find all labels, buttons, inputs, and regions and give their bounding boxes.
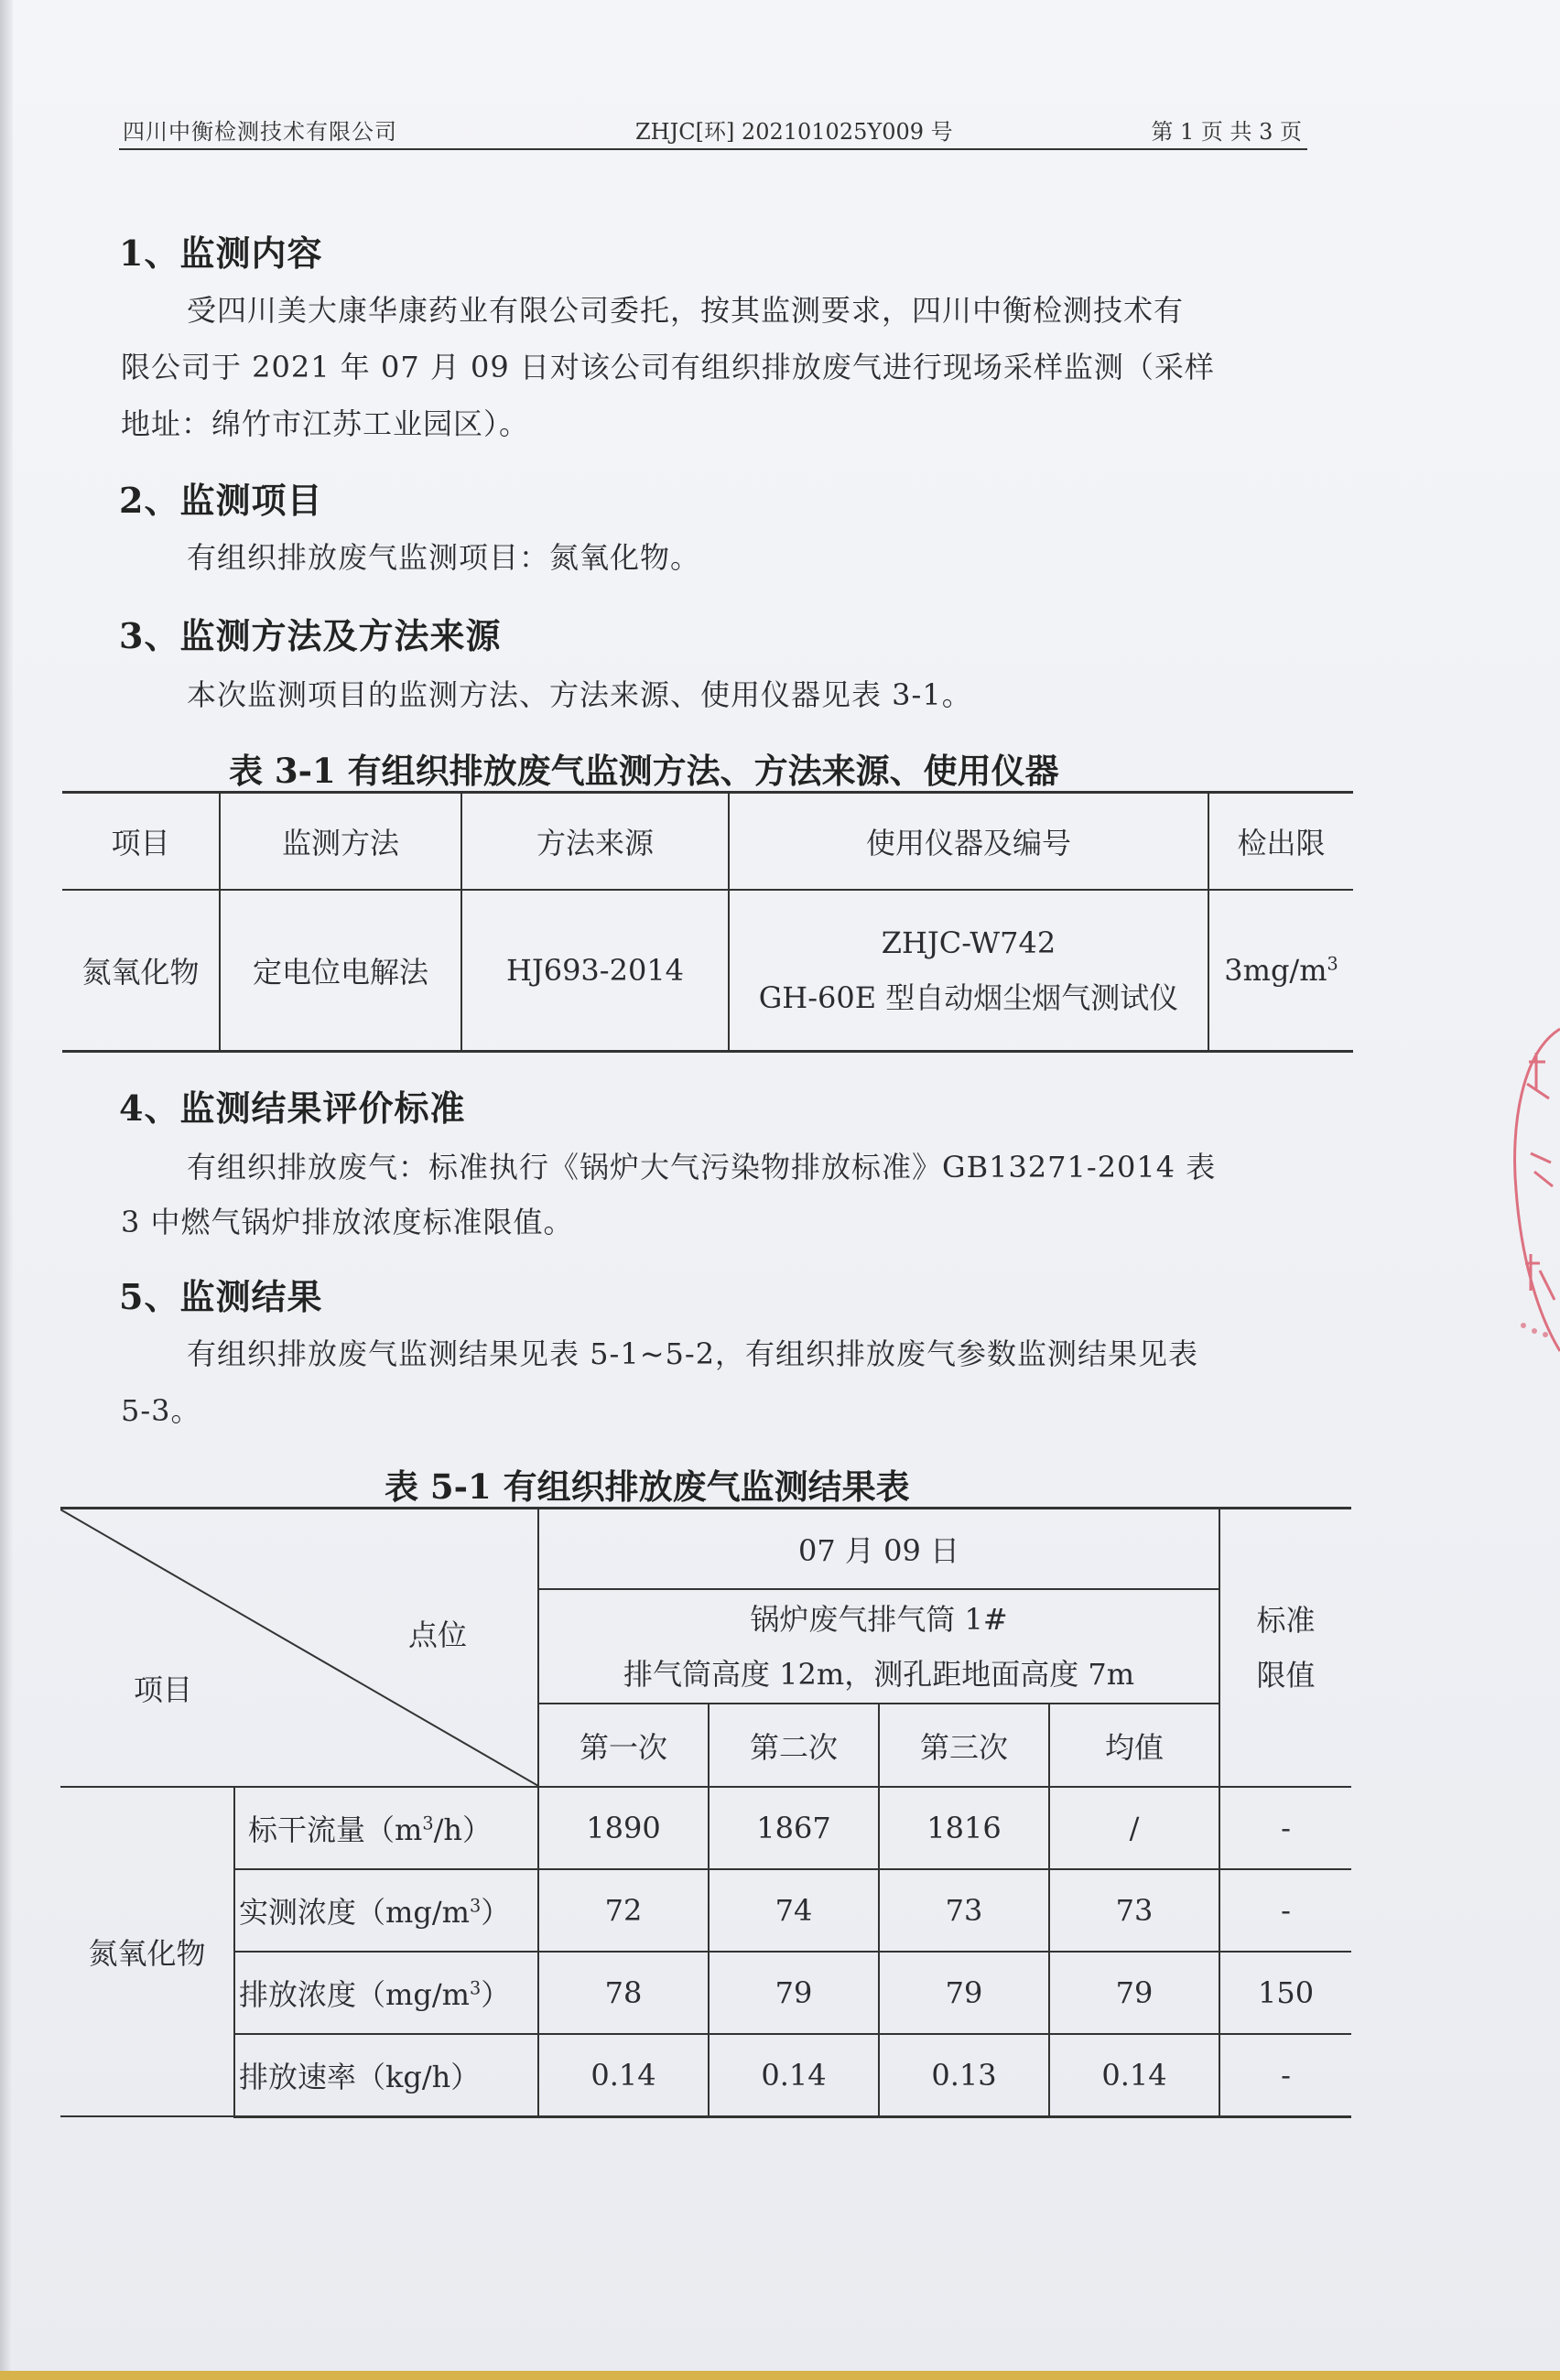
table-5-1-caption: 表 5-1 有组织排放废气监测结果表 (385, 1466, 910, 1507)
header-item: 项目 (62, 793, 220, 891)
value-cell: 72 (538, 1869, 709, 1952)
row-label (234, 1869, 538, 1952)
row-label (234, 2034, 538, 2116)
value-cell: 78 (538, 1952, 709, 2034)
section-1-line-3: 地址：绵竹市江苏工业园区）。 (121, 406, 530, 441)
table-row (60, 1952, 1351, 2034)
col-header-2: 第二次 (709, 1704, 879, 1787)
col-header-avg: 均值 (1049, 1704, 1219, 1787)
value-cell: 0.14 (709, 2034, 879, 2116)
table-3-1 (62, 791, 1353, 1053)
table-3-1-caption: 表 3-1 有组织排放废气监测方法、方法来源、使用仪器 (229, 751, 1059, 791)
value-cell: 0.14 (1049, 2034, 1219, 2116)
standard-label-1: 标准 (1256, 1603, 1316, 1638)
row-label-sup: 3 (469, 1977, 482, 1999)
section-2-title: 2、监测项目 (119, 480, 323, 521)
table-row (60, 2034, 1351, 2116)
row-label-tail: /h） (433, 1812, 492, 1847)
header-source: 方法来源 (461, 793, 729, 891)
page-edge-shadow (0, 0, 13, 2380)
page-header (119, 108, 1307, 150)
section-1-line-1: 受四川美大康华康药业有限公司委托，按其监测要求，四川中衡检测技术有 (187, 293, 1185, 328)
standard-cell: - (1219, 2034, 1351, 2116)
value-cell: 74 (709, 1869, 879, 1952)
table-5-1 (60, 1507, 1351, 2118)
value-cell: 73 (1049, 1869, 1219, 1952)
instrument-code: ZHJC-W742 (881, 925, 1056, 960)
cell-item: 氮氧化物 (62, 890, 220, 1052)
pollutant-cell: 氮氧化物 (60, 1787, 234, 2116)
section-3-title: 3、监测方法及方法来源 (119, 615, 502, 656)
section-1-line-2: 限公司于 2021 年 07 月 09 日对该公司有组织排放废气进行现场采样监测（采样 (121, 350, 1215, 384)
limit-value: 3mg/m (1224, 953, 1327, 988)
instrument-name: GH-60E 型自动烟尘烟气测试仪 (758, 980, 1179, 1015)
section-5-line-1: 有组织排放废气监测结果见表 5-1~5-2，有组织排放废气参数监测结果见表 (187, 1336, 1199, 1371)
col-header-3: 第三次 (879, 1704, 1049, 1787)
table-header-row (60, 1509, 1351, 1590)
row-label (234, 1787, 538, 1869)
date-cell: 07 月 09 日 (538, 1509, 1219, 1590)
location-cell (538, 1589, 1219, 1704)
section-2-line: 有组织排放废气监测项目：氮氧化物。 (187, 540, 701, 575)
report-number: ZHJC[环] 202101025Y009 号 (635, 119, 953, 145)
standard-limit-header (1219, 1509, 1351, 1788)
header-instrument: 使用仪器及编号 (729, 793, 1208, 891)
value-cell: 79 (879, 1952, 1049, 2034)
row-label-text: 排放浓度（mg/m (239, 1977, 470, 2012)
page-indicator: 第 1 页 共 3 页 (1151, 119, 1302, 145)
section-1-title: 1、监测内容 (119, 233, 323, 274)
table-row (60, 1869, 1351, 1952)
row-label-sup: 3 (469, 1895, 482, 1917)
value-cell: / (1049, 1787, 1219, 1869)
row-label-text: 实测浓度（mg/m (239, 1895, 470, 1930)
item-label: 项目 (134, 1672, 193, 1707)
point-label: 点位 (408, 1617, 468, 1652)
table-row (60, 1787, 1351, 1869)
cell-instrument (729, 890, 1208, 1052)
table-header-row (62, 793, 1353, 891)
limit-exponent: 3 (1327, 953, 1338, 975)
row-label-text: 排放速率（kg/h） (239, 2059, 481, 2094)
row-label-tail: ） (481, 1977, 511, 2012)
diagonal-header-cell (60, 1509, 538, 1788)
col-header-1: 第一次 (538, 1704, 709, 1787)
location-line-2: 排气筒高度 12m，测孔距地面高度 7m (623, 1656, 1135, 1692)
section-5-title: 5、监测结果 (119, 1276, 323, 1317)
row-label-sup: 3 (422, 1812, 434, 1834)
value-cell: 1816 (879, 1787, 1049, 1869)
company-name: 四川中衡检测技术有限公司 (123, 119, 397, 145)
location-line-1: 锅炉废气排气筒 1# (750, 1601, 1008, 1637)
row-label-text: 标干流量（m (248, 1812, 423, 1847)
section-5-line-2: 5-3。 (121, 1393, 201, 1428)
table-row (62, 890, 1353, 1052)
section-3-line: 本次监测项目的监测方法、方法来源、使用仪器见表 3-1。 (187, 677, 972, 712)
section-4-line-2: 3 中燃气锅炉排放浓度标准限值。 (121, 1205, 574, 1239)
row-label-tail: ） (481, 1895, 511, 1930)
standard-cell: 150 (1219, 1952, 1351, 2034)
value-cell: 79 (1049, 1952, 1219, 2034)
section-4-line-1: 有组织排放废气：标准执行《锅炉大气污染物排放标准》GB13271-2014 表 (187, 1150, 1217, 1185)
standard-cell: - (1219, 1869, 1351, 1952)
header-detection-limit: 检出限 (1208, 793, 1353, 891)
value-cell: 1867 (709, 1787, 879, 1869)
value-cell: 79 (709, 1952, 879, 2034)
cell-source: HJ693-2014 (461, 890, 729, 1052)
standard-cell: - (1219, 1787, 1351, 1869)
header-method: 监测方法 (220, 793, 461, 891)
value-cell: 0.14 (538, 2034, 709, 2116)
page-bottom-edge (0, 2371, 1560, 2380)
cell-method: 定电位电解法 (220, 890, 461, 1052)
cell-detection-limit (1208, 890, 1353, 1052)
value-cell: 73 (879, 1869, 1049, 1952)
value-cell: 1890 (538, 1787, 709, 1869)
section-4-title: 4、监测结果评价标准 (119, 1087, 466, 1129)
seal-stamp-icon (1503, 1025, 1560, 1355)
row-label (234, 1952, 538, 2034)
standard-label-2: 限值 (1256, 1658, 1316, 1693)
value-cell: 0.13 (879, 2034, 1049, 2116)
